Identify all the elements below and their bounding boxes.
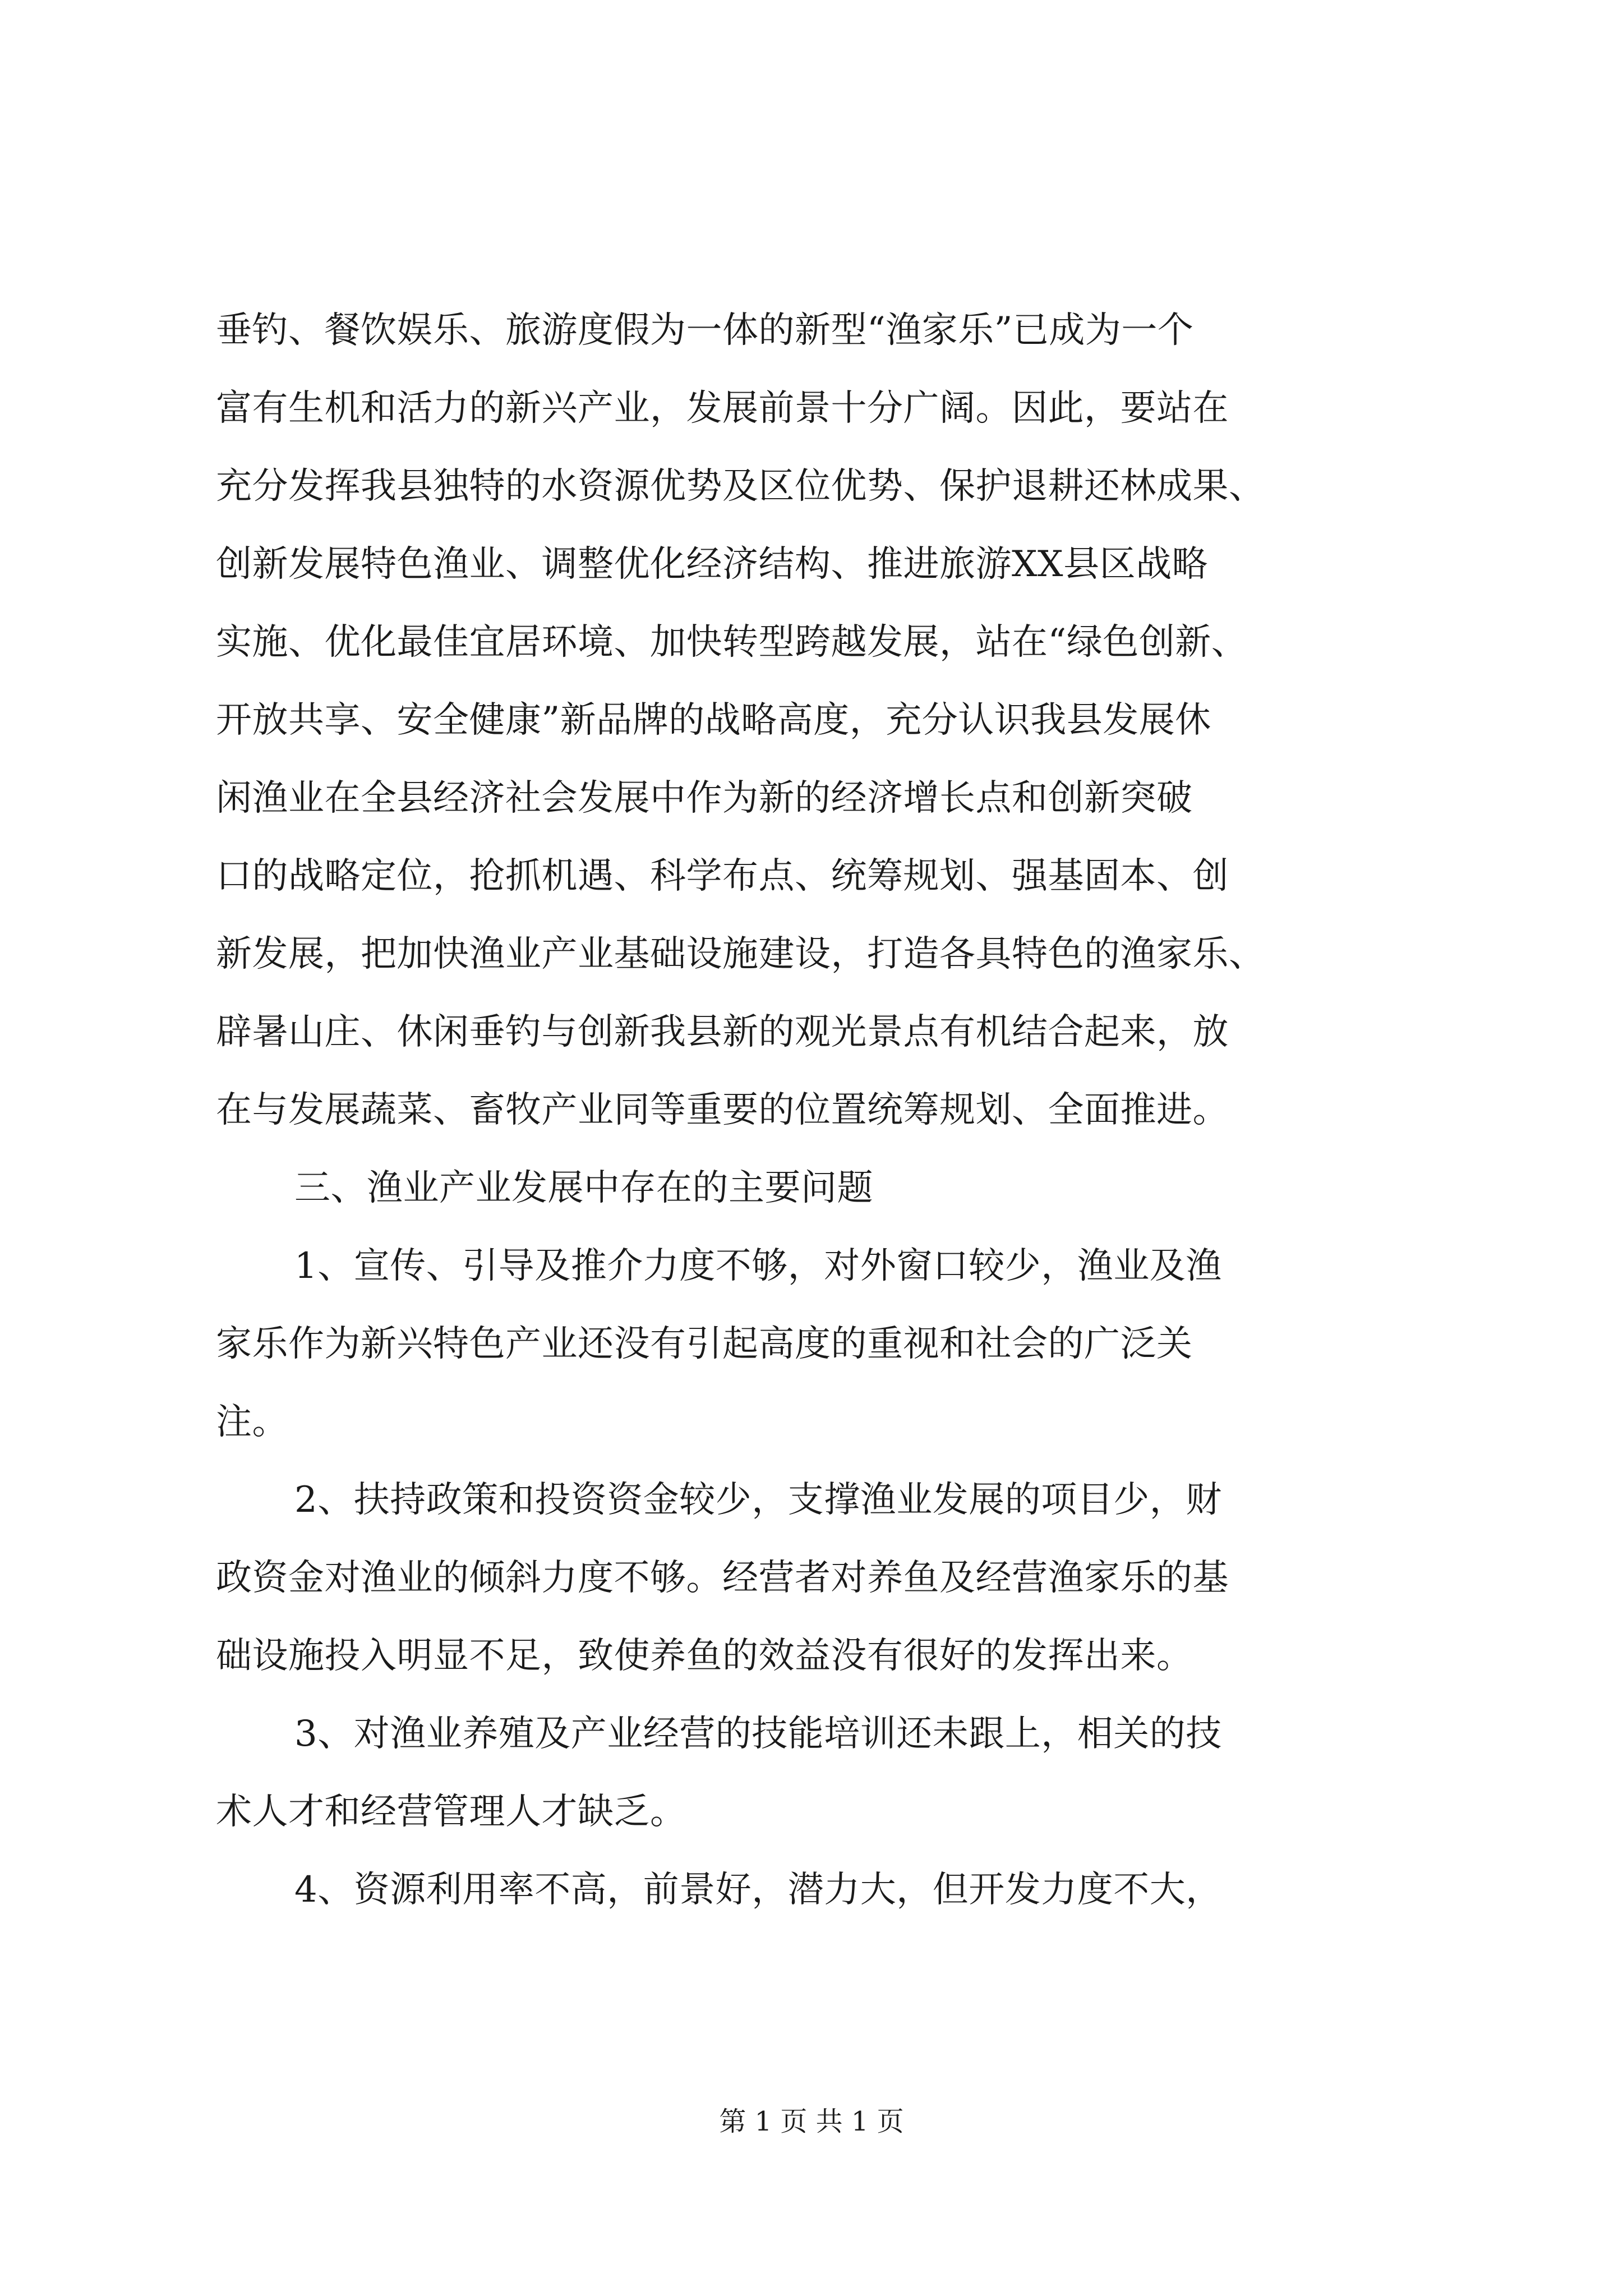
text-line: 注。	[216, 1401, 288, 1443]
text-line: 术人才和经营管理人才缺乏。	[216, 1791, 686, 1833]
list-item-4	[216, 1851, 1427, 1929]
list-item-1	[216, 1227, 1427, 1461]
text-line: 口的战略定位，抢抓机遇、科学布点、统筹规划、强基固本、创	[216, 855, 1229, 897]
list-item-2	[216, 1461, 1427, 1695]
page-number-footer: 第 1 页 共 1 页	[719, 2106, 904, 2137]
document-body	[216, 292, 1427, 1929]
text-line: 新发展，把加快渔业产业基础设施建设，打造各具特色的渔家乐、	[216, 933, 1265, 975]
text-line: 1、宣传、引导及推介力度不够，对外窗口较少，渔业及渔	[294, 1245, 1222, 1287]
text-line: 础设施投入明显不足，致使养鱼的效益没有很好的发挥出来。	[216, 1635, 1193, 1677]
text-line: 创新发展特色渔业、调整优化经济结构、推进旅游XX县区战略	[216, 544, 1209, 585]
section-heading: 三、渔业产业发展中存在的主要问题	[294, 1167, 873, 1209]
text-line: 3、对渔业养殖及产业经营的技能培训还未跟上，相关的技	[294, 1713, 1222, 1755]
text-line: 富有生机和活力的新兴产业，发展前景十分广阔。因此，要站在	[216, 388, 1229, 429]
text-line: 实施、优化最佳宜居环境、加快转型跨越发展，站在“绿色创新、	[216, 622, 1248, 663]
text-line: 在与发展蔬菜、畜牧产业同等重要的位置统筹规划、全面推进。	[216, 1089, 1229, 1131]
paragraph-intro	[216, 292, 1427, 1149]
text-line: 2、扶持政策和投资资金较少，支撑渔业发展的项目少，财	[294, 1479, 1222, 1521]
text-line: 4、资源利用率不高，前景好，潜力大，但开发力度不大，	[294, 1869, 1222, 1911]
text-line: 家乐作为新兴特色产业还没有引起高度的重视和社会的广泛关	[216, 1323, 1193, 1365]
text-line: 政资金对渔业的倾斜力度不够。经营者对养鱼及经营渔家乐的基	[216, 1557, 1229, 1599]
text-line: 辟暑山庄、休闲垂钓与创新我县新的观光景点有机结合起来，放	[216, 1011, 1229, 1053]
text-line: 闲渔业在全县经济社会发展中作为新的经济增长点和创新突破	[216, 777, 1193, 819]
list-item-3	[216, 1695, 1427, 1851]
text-line: 垂钓、餐饮娱乐、旅游度假为一体的新型“渔家乐”已成为一个	[216, 310, 1194, 351]
text-line: 充分发挥我县独特的水资源优势及区位优势、保护退耕还林成果、	[216, 466, 1265, 507]
text-line: 开放共享、安全健康”新品牌的战略高度，充分认识我县发展休	[216, 700, 1211, 741]
